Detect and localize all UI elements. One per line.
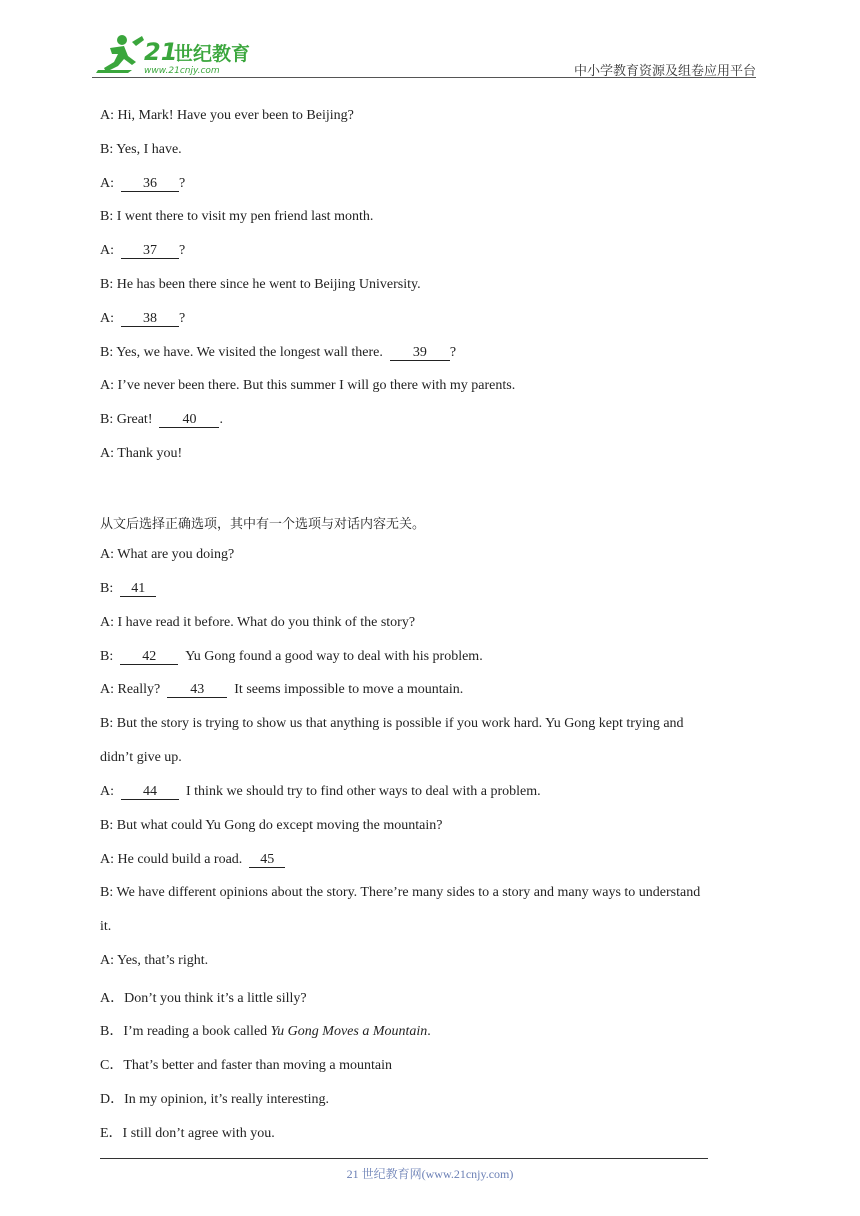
- option-e: E．I still don’t agree with you.: [100, 1126, 275, 1141]
- dialog1-line-7: A: 38 ?: [100, 311, 186, 326]
- dialog2-line-4: B: 42 Yu Gong found a good way to deal with his problem.: [100, 649, 483, 664]
- blank-38[interactable]: 38: [121, 312, 179, 327]
- option-a: A．Don’t you think it’s a little silly?: [100, 991, 307, 1006]
- site-logo: [92, 32, 262, 76]
- book-title: Yu Gong Moves a Mountain: [270, 1024, 428, 1039]
- dialog2-line-3: A: I have read it before. What do you think of the story?: [100, 615, 416, 630]
- blank-43[interactable]: 43: [167, 683, 227, 698]
- blank-39[interactable]: 39: [390, 346, 450, 361]
- dialog1-line-4: B: I went there to visit my pen friend last month.: [100, 209, 374, 224]
- blank-36[interactable]: 36: [121, 177, 179, 192]
- page-header: [92, 30, 756, 78]
- dialog1-line-9: A: I’ve never been there. But this summer I will go there with my parents.: [100, 378, 516, 393]
- dialog1-line-8: B: Yes, we have. We visited the longest wall there. 39 ?: [100, 345, 457, 360]
- dialog1-line-1: A: Hi, Mark! Have you ever been to Beijing?: [100, 108, 354, 123]
- dialog2-line-5: A: Really? 43 It seems impossible to move a mountain.: [100, 682, 464, 697]
- option-b: B．I’m reading a book called Yu Gong Moves a Mountain.: [100, 1024, 431, 1039]
- blank-41[interactable]: 41: [120, 582, 156, 597]
- dialog2-line-6b: didn’t give up.: [100, 750, 182, 765]
- blank-42[interactable]: 42: [120, 650, 178, 665]
- dialog2-line-10b: it.: [100, 919, 112, 934]
- dialog1-line-10: B: Great! 40 .: [100, 412, 223, 427]
- dialog1-line-6: B: He has been there since he went to Beijing University.: [100, 277, 421, 292]
- dialog2-line-7: A: 44 I think we should try to find other ways to deal with a problem.: [100, 784, 541, 799]
- dialog1-line-3: A: 36 ?: [100, 176, 186, 191]
- svg-text:21: 21: [144, 38, 178, 66]
- dialog2-line-8: B: But what could Yu Gong do except moving the mountain?: [100, 818, 443, 833]
- dialog2-line-6a: B: But the story is trying to show us that anything is possible if you work hard. Yu Gong kept trying and: [100, 716, 684, 731]
- dialog1-line-2: B: Yes, I have.: [100, 142, 182, 157]
- footer-text: 21 世纪教育网(www.21cnjy.com): [346, 1167, 514, 1181]
- blank-37[interactable]: 37: [121, 244, 179, 259]
- option-d: D．In my opinion, it’s really interesting.: [100, 1092, 330, 1107]
- dialog1-line-5: A: 37 ?: [100, 243, 186, 258]
- svg-text:www.21cnjy.com: www.21cnjy.com: [144, 66, 220, 76]
- header-divider: [92, 77, 756, 78]
- platform-label: 中小学教育资源及组卷应用平台: [573, 64, 756, 79]
- dialog2-line-2: B: 41: [100, 581, 156, 597]
- dialog2-line-10a: B: We have different opinions about the story. There’re many sides to a story and many ways to understand: [100, 885, 701, 900]
- option-c: C．That’s better and faster than moving a mountain: [100, 1058, 392, 1073]
- dialog2-line-11: A: Yes, that’s right.: [100, 953, 209, 968]
- dialog2-line-9: A: He could build a road. 45: [100, 852, 285, 868]
- blank-40[interactable]: 40: [159, 413, 219, 428]
- footer-divider: [100, 1158, 708, 1159]
- svg-text:世纪教育: 世纪教育: [174, 43, 251, 65]
- blank-44[interactable]: 44: [121, 785, 179, 800]
- instruction: 从文后选择正确选项，其中有一个选项与对话内容无关。: [100, 517, 426, 532]
- blank-45[interactable]: 45: [249, 853, 285, 868]
- dialog2-line-1: A: What are you doing?: [100, 547, 235, 562]
- dialog1-line-11: A: Thank you!: [100, 446, 183, 461]
